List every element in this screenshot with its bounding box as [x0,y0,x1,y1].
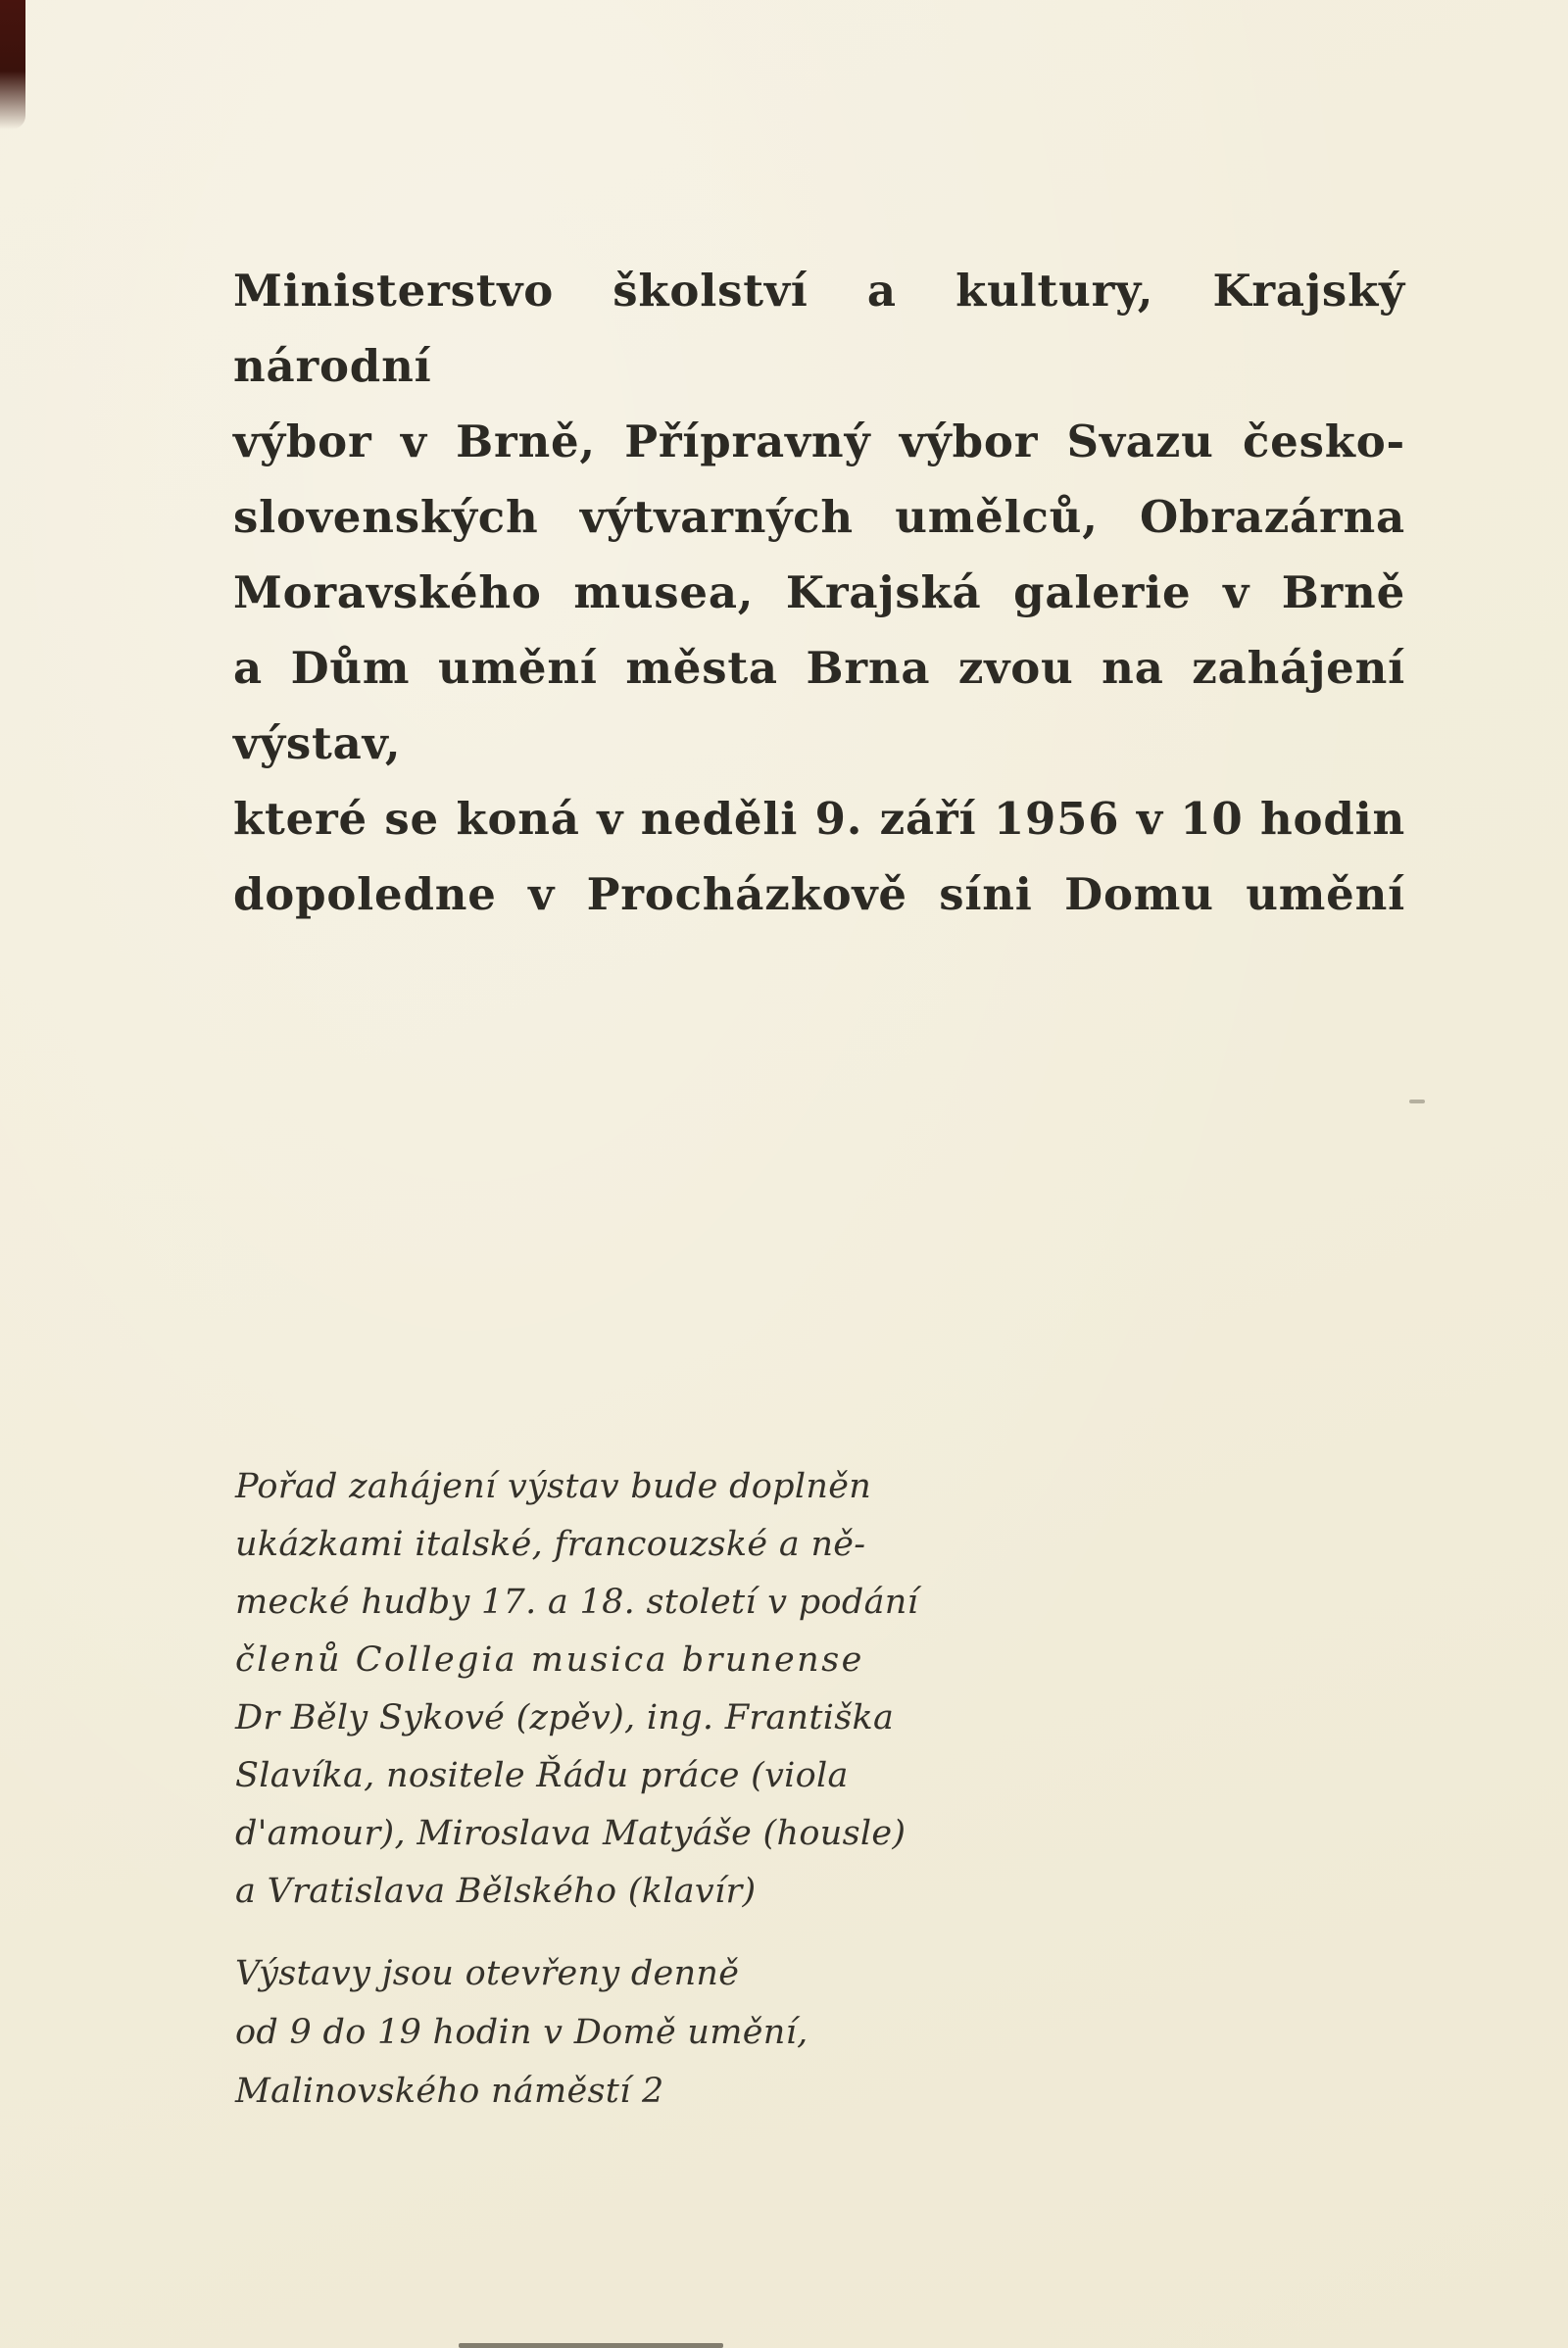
invitation-line: Moravského musea, Krajská galerie v Brně [233,566,1405,618]
scan-speck [1409,1100,1425,1103]
invitation-paragraph [233,253,1405,932]
invitation-line: a Dům umění města Brna zvou na zahájení výstav, [233,642,1405,769]
program-note-line: a Vratislava Bělského (klavír) [235,1872,757,1911]
program-note-line: Dr Běly Sykové (zpěv), ing. Františka [235,1698,895,1737]
program-note-line: Pořad zahájení výstav bude doplněn [235,1467,872,1506]
invitation-line: slovenských výtvarných umělců, Obrazárna [233,491,1405,543]
invitation-line: které se koná v neděli 9. září 1956 v 10 hodin [233,793,1405,845]
invitation-line: výbor v Brně, Přípravný výbor Svazu česko- [233,416,1405,467]
program-note-paragraph [235,1458,1009,1921]
opening-hours-line: Výstavy jsou otevřeny denně [235,1954,740,1993]
opening-hours-line: od 9 do 19 hodin v Domě umění, [235,2013,808,2052]
program-note-line: d'amour), Miroslava Matyáše (housle) [235,1814,906,1853]
program-note-line: mecké hudby 17. a 18. století v podání [235,1583,919,1622]
scan-edge-artifact-top-left [0,0,25,129]
program-note-line: Slavíka, nositele Řádu práce (viola [235,1756,849,1795]
program-note-line: členů Collegia musica brunense [235,1640,864,1680]
opening-hours-line: Malinovského náměstí 2 [235,2072,664,2111]
opening-hours-paragraph [235,1944,1009,2121]
invitation-line: Ministerstvo školství a kultury, Krajský národní [233,265,1405,392]
program-note-line: ukázkami italské, francouzské a ně- [235,1525,866,1564]
scan-edge-artifact-bottom [459,2343,723,2348]
invitation-line: dopoledne v Procházkově síni Domu umění [233,868,1405,920]
